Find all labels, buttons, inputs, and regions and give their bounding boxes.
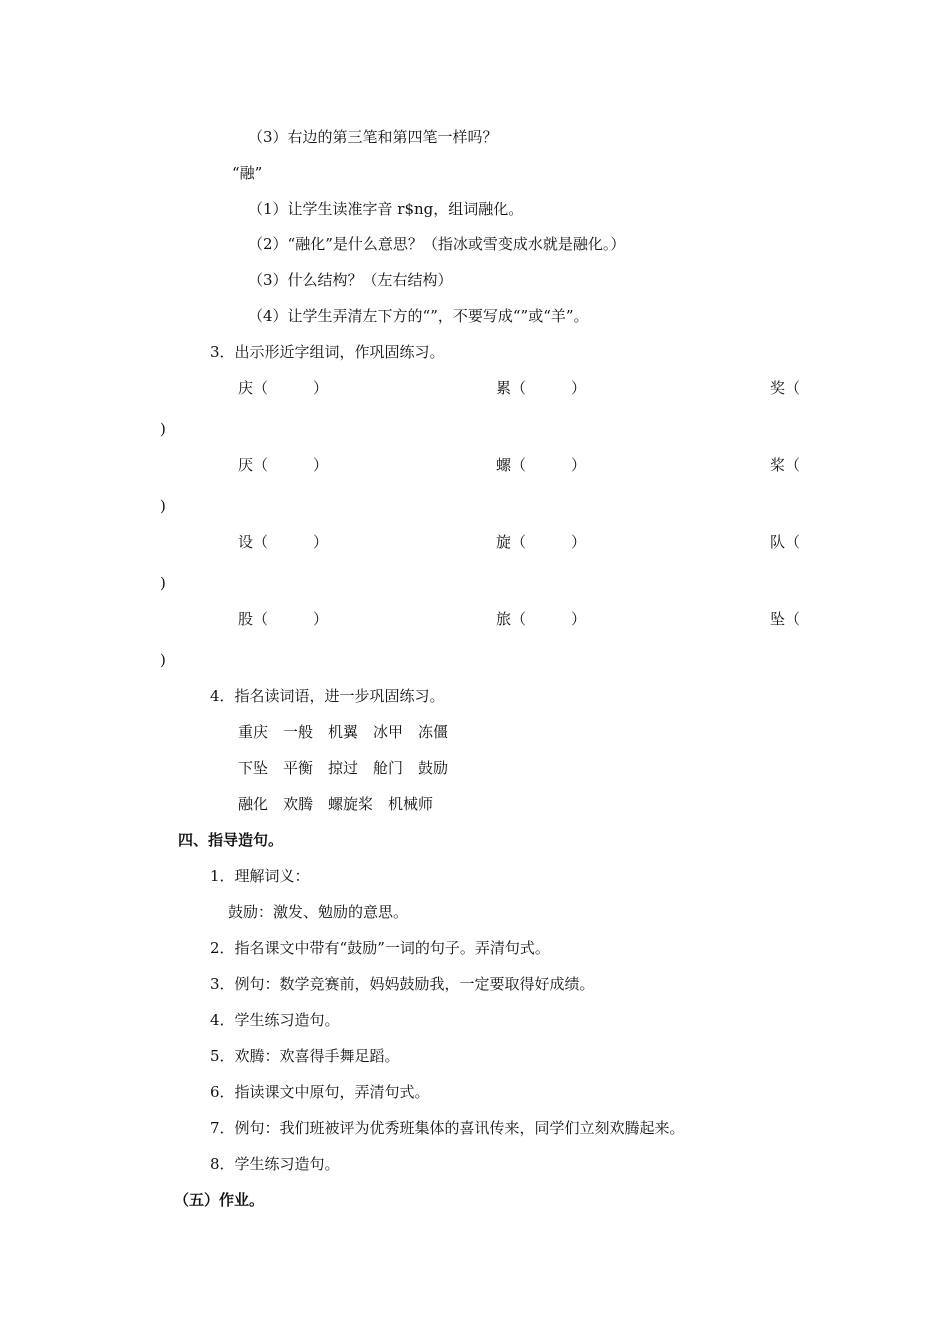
text-line: （1）让学生读准字音 r$ng，组词融化。 — [248, 200, 524, 218]
text-line: 7．例句：我们班被评为优秀班集体的喜讯传来，同学们立刻欢腾起来。 — [210, 1119, 685, 1137]
text-line: 5．欢腾：欢喜得手舞足蹈。 — [210, 1047, 400, 1065]
text-line: 2．指名课文中带有“鼓励”一词的句子。弄清句式。 — [210, 939, 550, 957]
grid-cell: 桨（ — [770, 456, 801, 474]
grid-cell: 设（ ） — [238, 533, 329, 551]
word-list-row: 融化 欢腾 螺旋桨 机械师 — [238, 795, 434, 813]
text-line: （3）什么结构？（左右结构） — [248, 271, 453, 289]
grid-close-paren: ) — [160, 420, 166, 438]
grid-cell: 奖（ — [770, 379, 801, 397]
text-line: 6．指读课文中原句，弄清句式。 — [210, 1083, 430, 1101]
text-line: （2）“融化”是什么意思？（指冰或雪变成水就是融化。） — [248, 235, 626, 253]
text-line: 鼓励：激发、勉励的意思。 — [228, 903, 409, 921]
text-line: “融” — [232, 164, 263, 182]
grid-cell: 队（ — [770, 533, 801, 551]
text-line: 4．指名读词语，进一步巩固练习。 — [210, 687, 445, 705]
grid-cell: 股（ ） — [238, 610, 329, 628]
grid-cell: 螺（ ） — [496, 456, 587, 474]
grid-close-paren: ) — [160, 574, 166, 592]
text-line: 1．理解词义： — [210, 867, 310, 885]
grid-cell: 旋（ ） — [496, 533, 587, 551]
text-line: （3）右边的第三笔和第四笔一样吗？ — [248, 128, 498, 146]
word-list-row: 下坠 平衡 掠过 舱门 鼓励 — [238, 759, 449, 777]
section-heading: （五）作业。 — [174, 1191, 265, 1209]
grid-cell: 坠（ — [770, 610, 801, 628]
word-list-row: 重庆 一般 机翼 冰甲 冻僵 — [238, 723, 449, 741]
grid-cell: 累（ ） — [496, 379, 587, 397]
grid-cell: 庆（ ） — [238, 379, 329, 397]
grid-close-paren: ) — [160, 651, 166, 669]
grid-cell: 旅（ ） — [496, 610, 587, 628]
grid-close-paren: ) — [160, 497, 166, 515]
grid-cell: 厌（ ） — [238, 456, 329, 474]
text-line: 3．出示形近字组词，作巩固练习。 — [210, 343, 445, 361]
text-line: 4．学生练习造句。 — [210, 1011, 340, 1029]
text-line: （4）让学生弄清左下方的“”，不要写成“”或“羊”。 — [248, 307, 589, 325]
text-line: 8．学生练习造句。 — [210, 1155, 340, 1173]
section-heading: 四、指导造句。 — [178, 831, 284, 849]
text-line: 3．例句：数学竞赛前，妈妈鼓励我，一定要取得好成绩。 — [210, 975, 595, 993]
